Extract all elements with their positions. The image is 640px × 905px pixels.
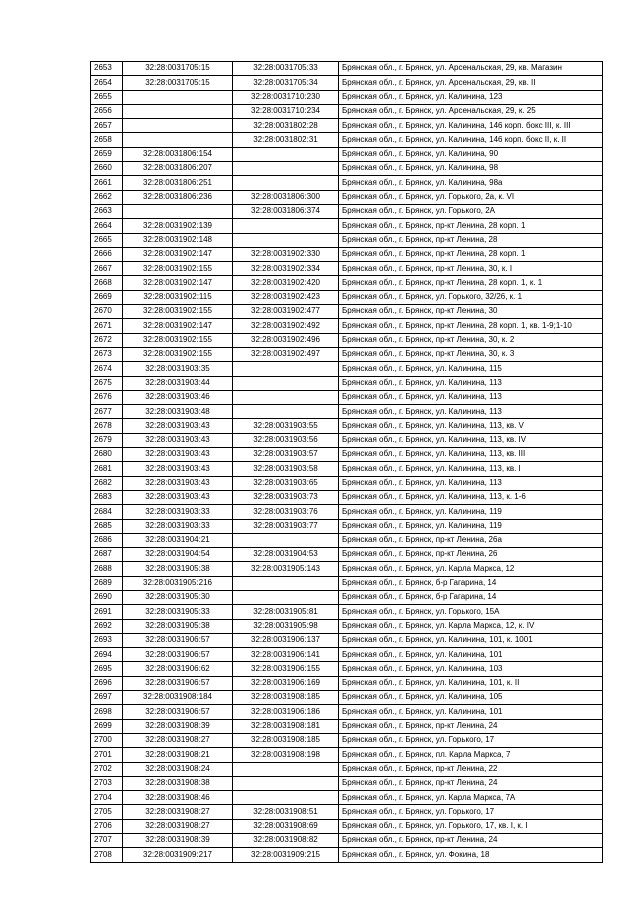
object-cadastral-cell <box>233 762 339 776</box>
land-cadastral-cell: 32:28:0031902:147 <box>123 319 233 333</box>
address-cell: Брянская обл., г. Брянск, ул. Карла Маркса, 12 <box>339 562 603 576</box>
object-cadastral-cell: 32:28:0031903:73 <box>233 490 339 504</box>
address-cell: Брянская обл., г. Брянск, ул. Калинина, 119 <box>339 505 603 519</box>
object-cadastral-cell: 32:28:0031902:423 <box>233 290 339 304</box>
row-number-cell: 2708 <box>91 848 123 862</box>
object-cadastral-cell: 32:28:0031908:69 <box>233 819 339 833</box>
row-number-cell: 2673 <box>91 347 123 361</box>
land-cadastral-cell: 32:28:0031903:35 <box>123 362 233 376</box>
land-cadastral-cell: 32:28:0031902:155 <box>123 333 233 347</box>
table-row <box>91 376 603 390</box>
object-cadastral-cell: 32:28:0031902:334 <box>233 262 339 276</box>
land-cadastral-cell: 32:28:0031902:115 <box>123 290 233 304</box>
row-number-cell: 2693 <box>91 633 123 647</box>
land-cadastral-cell: 32:28:0031903:43 <box>123 476 233 490</box>
address-cell: Брянская обл., г. Брянск, ул. Калинина, 115 <box>339 362 603 376</box>
land-cadastral-cell: 32:28:0031908:27 <box>123 805 233 819</box>
row-number-cell: 2686 <box>91 533 123 547</box>
object-cadastral-cell: 32:28:0031906:186 <box>233 705 339 719</box>
land-cadastral-cell: 32:28:0031806:236 <box>123 190 233 204</box>
object-cadastral-cell: 32:28:0031903:56 <box>233 433 339 447</box>
object-cadastral-cell: 32:28:0031906:137 <box>233 633 339 647</box>
object-cadastral-cell: 32:28:0031903:65 <box>233 476 339 490</box>
object-cadastral-cell: 32:28:0031908:185 <box>233 691 339 705</box>
row-number-cell: 2656 <box>91 104 123 118</box>
table-row <box>91 548 603 562</box>
row-number-cell: 2683 <box>91 490 123 504</box>
row-number-cell: 2694 <box>91 648 123 662</box>
land-cadastral-cell: 32:28:0031908:24 <box>123 762 233 776</box>
address-cell: Брянская обл., г. Брянск, ул. Калинина, 113, кв. III <box>339 448 603 462</box>
row-number-cell: 2700 <box>91 733 123 747</box>
address-cell: Брянская обл., г. Брянск, ул. Калинина, 146 корп. бокс II, к. II <box>339 133 603 147</box>
row-number-cell: 2696 <box>91 676 123 690</box>
address-cell: Брянская обл., г. Брянск, ул. Калинина, 101 <box>339 705 603 719</box>
table-row <box>91 290 603 304</box>
table-row <box>91 533 603 547</box>
table-row <box>91 204 603 218</box>
address-cell: Брянская обл., г. Брянск, ул. Калинина, 113, кв. V <box>339 419 603 433</box>
table-row <box>91 462 603 476</box>
object-cadastral-cell: 32:28:0031902:492 <box>233 319 339 333</box>
address-cell: Брянская обл., г. Брянск, ул. Горького, 17 <box>339 733 603 747</box>
address-cell: Брянская обл., г. Брянск, ул. Калинина, 119 <box>339 519 603 533</box>
land-cadastral-cell: 32:28:0031903:43 <box>123 490 233 504</box>
table-row <box>91 633 603 647</box>
land-cadastral-cell: 32:28:0031908:39 <box>123 719 233 733</box>
row-number-cell: 2682 <box>91 476 123 490</box>
row-number-cell: 2695 <box>91 662 123 676</box>
row-number-cell: 2672 <box>91 333 123 347</box>
land-cadastral-cell: 32:28:0031902:147 <box>123 276 233 290</box>
table-row <box>91 490 603 504</box>
object-cadastral-cell: 32:28:0031904:53 <box>233 548 339 562</box>
address-cell: Брянская обл., г. Брянск, ул. Горького, 15А <box>339 605 603 619</box>
table-row <box>91 519 603 533</box>
land-cadastral-cell: 32:28:0031908:46 <box>123 791 233 805</box>
address-cell: Брянская обл., г. Брянск, ул. Карла Маркса, 7А <box>339 791 603 805</box>
row-number-cell: 2674 <box>91 362 123 376</box>
row-number-cell: 2671 <box>91 319 123 333</box>
land-cadastral-cell <box>123 204 233 218</box>
land-cadastral-cell: 32:28:0031903:43 <box>123 462 233 476</box>
row-number-cell: 2676 <box>91 390 123 404</box>
table-row <box>91 662 603 676</box>
land-cadastral-cell: 32:28:0031905:30 <box>123 590 233 604</box>
table-row <box>91 305 603 319</box>
object-cadastral-cell: 32:28:0031905:98 <box>233 619 339 633</box>
row-number-cell: 2668 <box>91 276 123 290</box>
object-cadastral-cell <box>233 376 339 390</box>
object-cadastral-cell: 32:28:0031806:300 <box>233 190 339 204</box>
object-cadastral-cell: 32:28:0031908:198 <box>233 748 339 762</box>
row-number-cell: 2663 <box>91 204 123 218</box>
address-cell: Брянская обл., г. Брянск, ул. Калинина, 146 корп. бокс III, к. III <box>339 119 603 133</box>
row-number-cell: 2661 <box>91 176 123 190</box>
address-cell: Брянская обл., г. Брянск, пр-кт Ленина, 24 <box>339 776 603 790</box>
object-cadastral-cell: 32:28:0031909:215 <box>233 848 339 862</box>
address-cell: Брянская обл., г. Брянск, ул. Калинина, 113 <box>339 376 603 390</box>
address-cell: Брянская обл., г. Брянск, пр-кт Ленина, 24 <box>339 719 603 733</box>
object-cadastral-cell <box>233 533 339 547</box>
land-cadastral-cell: 32:28:0031908:27 <box>123 819 233 833</box>
table-row <box>91 719 603 733</box>
row-number-cell: 2666 <box>91 247 123 261</box>
row-number-cell: 2707 <box>91 834 123 848</box>
table-row <box>91 147 603 161</box>
row-number-cell: 2706 <box>91 819 123 833</box>
row-number-cell: 2702 <box>91 762 123 776</box>
address-cell: Брянская обл., г. Брянск, пр-кт Ленина, 24 <box>339 834 603 848</box>
object-cadastral-cell <box>233 233 339 247</box>
address-cell: Брянская обл., г. Брянск, пр-кт Ленина, 30, к. 3 <box>339 347 603 361</box>
address-cell: Брянская обл., г. Брянск, ул. Калинина, 113 <box>339 390 603 404</box>
address-cell: Брянская обл., г. Брянск, ул. Калинина, 98 <box>339 162 603 176</box>
object-cadastral-cell <box>233 219 339 233</box>
table-row <box>91 90 603 104</box>
table-row <box>91 190 603 204</box>
object-cadastral-cell: 32:28:0031906:141 <box>233 648 339 662</box>
land-cadastral-cell: 32:28:0031908:27 <box>123 733 233 747</box>
table-row <box>91 648 603 662</box>
row-number-cell: 2665 <box>91 233 123 247</box>
table-row <box>91 448 603 462</box>
object-cadastral-cell: 32:28:0031905:143 <box>233 562 339 576</box>
row-number-cell: 2698 <box>91 705 123 719</box>
table-row <box>91 576 603 590</box>
row-number-cell: 2675 <box>91 376 123 390</box>
land-cadastral-cell: 32:28:0031906:57 <box>123 676 233 690</box>
row-number-cell: 2653 <box>91 62 123 76</box>
object-cadastral-cell: 32:28:0031908:82 <box>233 834 339 848</box>
table-row <box>91 805 603 819</box>
object-cadastral-cell: 32:28:0031903:57 <box>233 448 339 462</box>
object-cadastral-cell: 32:28:0031908:51 <box>233 805 339 819</box>
table-row <box>91 776 603 790</box>
address-cell: Брянская обл., г. Брянск, ул. Калинина, 113 <box>339 476 603 490</box>
row-number-cell: 2670 <box>91 305 123 319</box>
table-row <box>91 705 603 719</box>
address-cell: Брянская обл., г. Брянск, ул. Калинина, 123 <box>339 90 603 104</box>
address-cell: Брянская обл., г. Брянск, ул. Фокина, 18 <box>339 848 603 862</box>
address-cell: Брянская обл., г. Брянск, пр-кт Ленина, 30 <box>339 305 603 319</box>
table-row <box>91 605 603 619</box>
table-row <box>91 133 603 147</box>
address-cell: Брянская обл., г. Брянск, пр-кт Ленина, 30, к. I <box>339 262 603 276</box>
land-cadastral-cell: 32:28:0031909:217 <box>123 848 233 862</box>
land-cadastral-cell: 32:28:0031906:57 <box>123 648 233 662</box>
land-cadastral-cell: 32:28:0031908:38 <box>123 776 233 790</box>
table-row <box>91 405 603 419</box>
row-number-cell: 2677 <box>91 405 123 419</box>
address-cell: Брянская обл., г. Брянск, пр-кт Ленина, 26а <box>339 533 603 547</box>
address-cell: Брянская обл., г. Брянск, пр-кт Ленина, 26 <box>339 548 603 562</box>
address-cell: Брянская обл., г. Брянск, ул. Горького, 2А <box>339 204 603 218</box>
row-number-cell: 2664 <box>91 219 123 233</box>
object-cadastral-cell: 32:28:0031902:497 <box>233 347 339 361</box>
table-row <box>91 834 603 848</box>
land-cadastral-cell: 32:28:0031806:207 <box>123 162 233 176</box>
row-number-cell: 2659 <box>91 147 123 161</box>
land-cadastral-cell <box>123 104 233 118</box>
row-number-cell: 2669 <box>91 290 123 304</box>
table-row <box>91 419 603 433</box>
row-number-cell: 2660 <box>91 162 123 176</box>
table-row <box>91 619 603 633</box>
object-cadastral-cell: 32:28:0031908:185 <box>233 733 339 747</box>
table-row <box>91 390 603 404</box>
land-cadastral-cell: 32:28:0031903:33 <box>123 519 233 533</box>
object-cadastral-cell <box>233 405 339 419</box>
row-number-cell: 2701 <box>91 748 123 762</box>
object-cadastral-cell: 32:28:0031902:420 <box>233 276 339 290</box>
land-cadastral-cell: 32:28:0031905:216 <box>123 576 233 590</box>
object-cadastral-cell <box>233 590 339 604</box>
address-cell: Брянская обл., г. Брянск, пр-кт Ленина, 30, к. 2 <box>339 333 603 347</box>
object-cadastral-cell <box>233 791 339 805</box>
land-cadastral-cell: 32:28:0031905:38 <box>123 562 233 576</box>
object-cadastral-cell: 32:28:0031906:169 <box>233 676 339 690</box>
land-cadastral-cell: 32:28:0031806:251 <box>123 176 233 190</box>
address-cell: Брянская обл., г. Брянск, ул. Арсенальская, 29, кв. II <box>339 76 603 90</box>
table-row <box>91 362 603 376</box>
address-cell: Брянская обл., г. Брянск, ул. Калинина, 113, к. 1-6 <box>339 490 603 504</box>
land-cadastral-cell: 32:28:0031902:148 <box>123 233 233 247</box>
row-number-cell: 2680 <box>91 448 123 462</box>
address-cell: Брянская обл., г. Брянск, ул. Горького, 17, кв. I, к. I <box>339 819 603 833</box>
address-cell: Брянская обл., г. Брянск, ул. Арсенальская, 29, к. 25 <box>339 104 603 118</box>
land-cadastral-cell: 32:28:0031902:155 <box>123 305 233 319</box>
row-number-cell: 2662 <box>91 190 123 204</box>
land-cadastral-cell: 32:28:0031903:43 <box>123 419 233 433</box>
row-number-cell: 2684 <box>91 505 123 519</box>
land-cadastral-cell: 32:28:0031903:48 <box>123 405 233 419</box>
address-cell: Брянская обл., г. Брянск, пр-кт Ленина, 28 корп. 1 <box>339 219 603 233</box>
table-row <box>91 104 603 118</box>
table-row <box>91 762 603 776</box>
address-cell: Брянская обл., г. Брянск, ул. Калинина, 90 <box>339 147 603 161</box>
land-cadastral-cell: 32:28:0031908:21 <box>123 748 233 762</box>
table-row <box>91 791 603 805</box>
address-cell: Брянская обл., г. Брянск, ул. Горького, 32/26, к. 1 <box>339 290 603 304</box>
object-cadastral-cell <box>233 162 339 176</box>
land-cadastral-cell: 32:28:0031705:15 <box>123 62 233 76</box>
table-row <box>91 333 603 347</box>
table-row <box>91 162 603 176</box>
table-row <box>91 262 603 276</box>
land-cadastral-cell: 32:28:0031903:43 <box>123 448 233 462</box>
object-cadastral-cell: 32:28:0031903:77 <box>233 519 339 533</box>
row-number-cell: 2687 <box>91 548 123 562</box>
land-cadastral-cell: 32:28:0031902:147 <box>123 247 233 261</box>
table-row <box>91 590 603 604</box>
address-cell: Брянская обл., г. Брянск, пр-кт Ленина, 28 корп. 1, к. 1 <box>339 276 603 290</box>
object-cadastral-cell: 32:28:0031705:33 <box>233 62 339 76</box>
row-number-cell: 2678 <box>91 419 123 433</box>
land-cadastral-cell: 32:28:0031705:15 <box>123 76 233 90</box>
address-cell: Брянская обл., г. Брянск, ул. Горького, 2а, к. VI <box>339 190 603 204</box>
object-cadastral-cell: 32:28:0031903:76 <box>233 505 339 519</box>
land-cadastral-cell: 32:28:0031908:39 <box>123 834 233 848</box>
address-cell: Брянская обл., г. Брянск, ул. Калинина, 113, кв. IV <box>339 433 603 447</box>
object-cadastral-cell: 32:28:0031908:181 <box>233 719 339 733</box>
row-number-cell: 2679 <box>91 433 123 447</box>
land-cadastral-cell: 32:28:0031904:21 <box>123 533 233 547</box>
address-cell: Брянская обл., г. Брянск, ул. Калинина, 113, кв. I <box>339 462 603 476</box>
object-cadastral-cell: 32:28:0031802:28 <box>233 119 339 133</box>
object-cadastral-cell <box>233 176 339 190</box>
address-cell: Брянская обл., г. Брянск, ул. Калинина, 101, к. 1001 <box>339 633 603 647</box>
land-cadastral-cell <box>123 90 233 104</box>
object-cadastral-cell: 32:28:0031906:155 <box>233 662 339 676</box>
table-row <box>91 848 603 862</box>
address-cell: Брянская обл., г. Брянск, ул. Калинина, 105 <box>339 691 603 705</box>
land-cadastral-cell <box>123 119 233 133</box>
object-cadastral-cell <box>233 147 339 161</box>
land-cadastral-cell: 32:28:0031903:33 <box>123 505 233 519</box>
object-cadastral-cell: 32:28:0031903:58 <box>233 462 339 476</box>
land-cadastral-cell: 32:28:0031906:62 <box>123 662 233 676</box>
row-number-cell: 2704 <box>91 791 123 805</box>
table-row <box>91 476 603 490</box>
row-number-cell: 2655 <box>91 90 123 104</box>
land-cadastral-cell: 32:28:0031902:155 <box>123 347 233 361</box>
table-row <box>91 676 603 690</box>
table-row <box>91 819 603 833</box>
object-cadastral-cell: 32:28:0031902:477 <box>233 305 339 319</box>
address-cell: Брянская обл., г. Брянск, ул. Калинина, 101, к. II <box>339 676 603 690</box>
table-row <box>91 433 603 447</box>
table-row <box>91 76 603 90</box>
land-cadastral-cell: 32:28:0031906:57 <box>123 633 233 647</box>
land-cadastral-cell: 32:28:0031903:43 <box>123 433 233 447</box>
table-row <box>91 119 603 133</box>
land-cadastral-cell: 32:28:0031903:44 <box>123 376 233 390</box>
address-cell: Брянская обл., г. Брянск, ул. Горького, 17 <box>339 805 603 819</box>
object-cadastral-cell: 32:28:0031905:81 <box>233 605 339 619</box>
table-row <box>91 733 603 747</box>
row-number-cell: 2688 <box>91 562 123 576</box>
object-cadastral-cell: 32:28:0031902:330 <box>233 247 339 261</box>
address-cell: Брянская обл., г. Брянск, пр-кт Ленина, 28 корп. 1, кв. 1-9;1-10 <box>339 319 603 333</box>
property-table <box>90 61 603 863</box>
row-number-cell: 2658 <box>91 133 123 147</box>
land-cadastral-cell: 32:28:0031806:154 <box>123 147 233 161</box>
table-row <box>91 505 603 519</box>
land-cadastral-cell: 32:28:0031905:33 <box>123 605 233 619</box>
land-cadastral-cell: 32:28:0031906:57 <box>123 705 233 719</box>
address-cell: Брянская обл., г. Брянск, пр-кт Ленина, 22 <box>339 762 603 776</box>
row-number-cell: 2705 <box>91 805 123 819</box>
row-number-cell: 2703 <box>91 776 123 790</box>
row-number-cell: 2657 <box>91 119 123 133</box>
object-cadastral-cell <box>233 362 339 376</box>
address-cell: Брянская обл., г. Брянск, ул. Карла Маркса, 12, к. IV <box>339 619 603 633</box>
table-row <box>91 748 603 762</box>
address-cell: Брянская обл., г. Брянск, ул. Калинина, 103 <box>339 662 603 676</box>
row-number-cell: 2690 <box>91 590 123 604</box>
object-cadastral-cell: 32:28:0031806:374 <box>233 204 339 218</box>
table-row <box>91 247 603 261</box>
object-cadastral-cell <box>233 390 339 404</box>
row-number-cell: 2697 <box>91 691 123 705</box>
object-cadastral-cell: 32:28:0031710:234 <box>233 104 339 118</box>
object-cadastral-cell <box>233 576 339 590</box>
object-cadastral-cell: 32:28:0031710:230 <box>233 90 339 104</box>
table-row <box>91 562 603 576</box>
address-cell: Брянская обл., г. Брянск, б-р Гагарина, 14 <box>339 576 603 590</box>
row-number-cell: 2689 <box>91 576 123 590</box>
land-cadastral-cell: 32:28:0031903:46 <box>123 390 233 404</box>
land-cadastral-cell: 32:28:0031904:54 <box>123 548 233 562</box>
row-number-cell: 2681 <box>91 462 123 476</box>
table-row <box>91 347 603 361</box>
table-body <box>91 62 603 863</box>
object-cadastral-cell <box>233 776 339 790</box>
row-number-cell: 2667 <box>91 262 123 276</box>
address-cell: Брянская обл., г. Брянск, ул. Калинина, 101 <box>339 648 603 662</box>
land-cadastral-cell: 32:28:0031902:155 <box>123 262 233 276</box>
address-cell: Брянская обл., г. Брянск, ул. Калинина, 113 <box>339 405 603 419</box>
address-cell: Брянская обл., г. Брянск, б-р Гагарина, 14 <box>339 590 603 604</box>
table-row <box>91 233 603 247</box>
address-cell: Брянская обл., г. Брянск, пр-кт Ленина, 28 <box>339 233 603 247</box>
table-row <box>91 219 603 233</box>
object-cadastral-cell: 32:28:0031802:31 <box>233 133 339 147</box>
address-cell: Брянская обл., г. Брянск, пл. Карла Маркса, 7 <box>339 748 603 762</box>
land-cadastral-cell: 32:28:0031908:184 <box>123 691 233 705</box>
table-row <box>91 691 603 705</box>
table-row <box>91 176 603 190</box>
address-cell: Брянская обл., г. Брянск, пр-кт Ленина, 28 корп. 1 <box>339 247 603 261</box>
land-cadastral-cell <box>123 133 233 147</box>
address-cell: Брянская обл., г. Брянск, ул. Арсенальская, 29, кв. Магазин <box>339 62 603 76</box>
table-row <box>91 319 603 333</box>
row-number-cell: 2692 <box>91 619 123 633</box>
row-number-cell: 2699 <box>91 719 123 733</box>
object-cadastral-cell: 32:28:0031903:55 <box>233 419 339 433</box>
object-cadastral-cell: 32:28:0031705:34 <box>233 76 339 90</box>
object-cadastral-cell: 32:28:0031902:496 <box>233 333 339 347</box>
table-row <box>91 62 603 76</box>
row-number-cell: 2685 <box>91 519 123 533</box>
row-number-cell: 2691 <box>91 605 123 619</box>
row-number-cell: 2654 <box>91 76 123 90</box>
land-cadastral-cell: 32:28:0031905:38 <box>123 619 233 633</box>
address-cell: Брянская обл., г. Брянск, ул. Калинина, 98а <box>339 176 603 190</box>
table-row <box>91 276 603 290</box>
land-cadastral-cell: 32:28:0031902:139 <box>123 219 233 233</box>
